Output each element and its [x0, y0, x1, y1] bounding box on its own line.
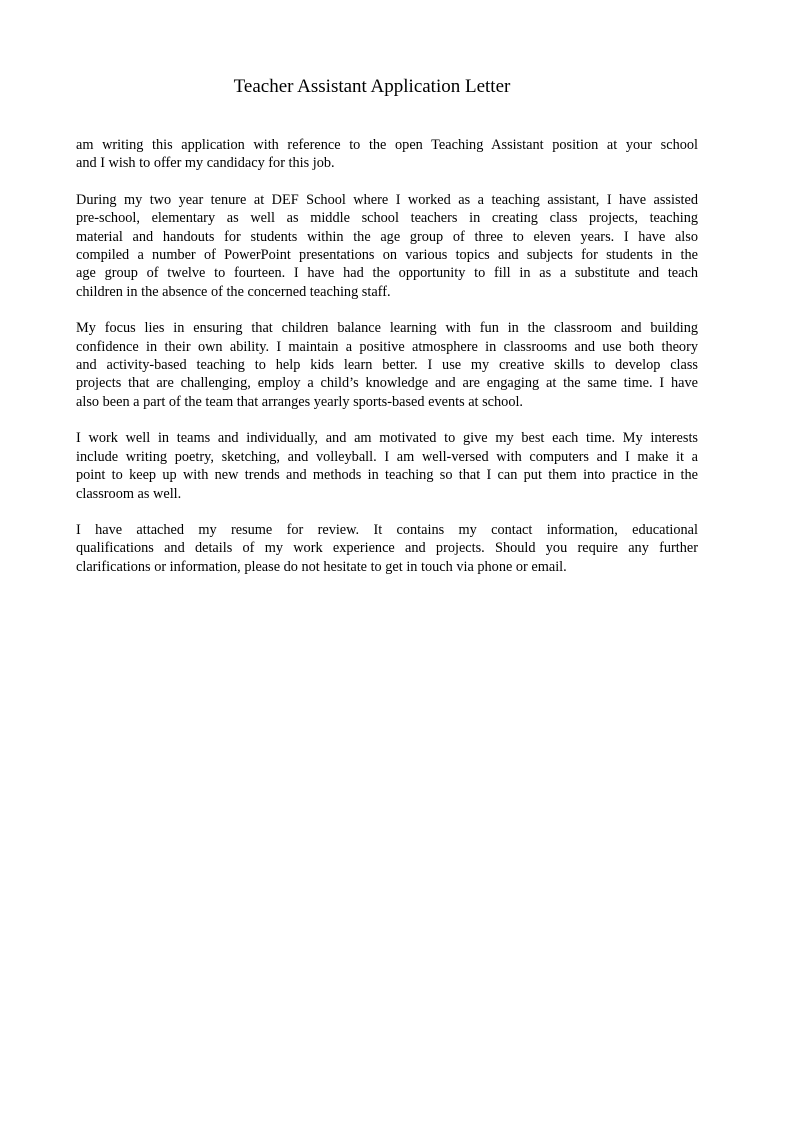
paragraph-line: During my two year tenure at DEF School where I worked as a teaching assistant, I have assisted — [76, 191, 698, 208]
letter-paragraph — [76, 319, 698, 411]
paragraph-line: also been a part of the team that arranges yearly sports-based events at school. — [76, 393, 524, 410]
paragraph-line: projects that are challenging, employ a child’s knowledge and are engaging at the same time. I have — [76, 375, 698, 392]
paragraph-line: include writing poetry, sketching, and volleyball. I am well-versed with computers and I make it a — [76, 448, 698, 465]
document-title: Teacher Assistant Application Letter — [233, 76, 511, 97]
paragraph-line: qualifications and details of my work experience and projects. Should you require any further — [76, 540, 698, 557]
paragraph-line: My focus lies in ensuring that children balance learning with fun in the classroom and building — [76, 320, 698, 337]
paragraph-line: and activity-based teaching to help kids learn better. I use my creative skills to develop class — [76, 357, 698, 374]
paragraph-line: clarifications or information, please do not hesitate to get in touch via phone or email. — [76, 558, 567, 575]
letter-paragraph — [76, 191, 698, 301]
letter-paragraph — [76, 429, 698, 503]
letter-body — [76, 136, 698, 594]
paragraph-line: point to keep up with new trends and methods in teaching so that I can put them into practice in the — [76, 467, 698, 484]
paragraph-line: pre-school, elementary as well as middle school teachers in creating class projects, teaching — [76, 210, 698, 227]
paragraph-line: I work well in teams and individually, and am motivated to give my best each time. My interests — [76, 430, 698, 447]
paragraph-line: age group of twelve to fourteen. I have had the opportunity to fill in as a substitute and teach — [76, 265, 698, 282]
letter-paragraph — [76, 521, 698, 576]
letter-paragraph — [76, 136, 698, 173]
paragraph-line: and I wish to offer my candidacy for this job. — [76, 155, 335, 172]
paragraph-line: material and handouts for students within the age group of three to eleven years. I have also — [76, 228, 698, 245]
paragraph-line: classroom as well. — [76, 485, 182, 502]
paragraph-line: I have attached my resume for review. It contains my contact information, educational — [76, 521, 698, 538]
paragraph-line: am writing this application with reference to the open Teaching Assistant position at your school — [76, 137, 698, 153]
paragraph-line: compiled a number of PowerPoint presentations on various topics and subjects for students in the — [76, 247, 698, 264]
paragraph-line: children in the absence of the concerned teaching staff. — [76, 283, 391, 300]
paragraph-line: confidence in their own ability. I maintain a positive atmosphere in classrooms and use both theory — [76, 338, 698, 355]
